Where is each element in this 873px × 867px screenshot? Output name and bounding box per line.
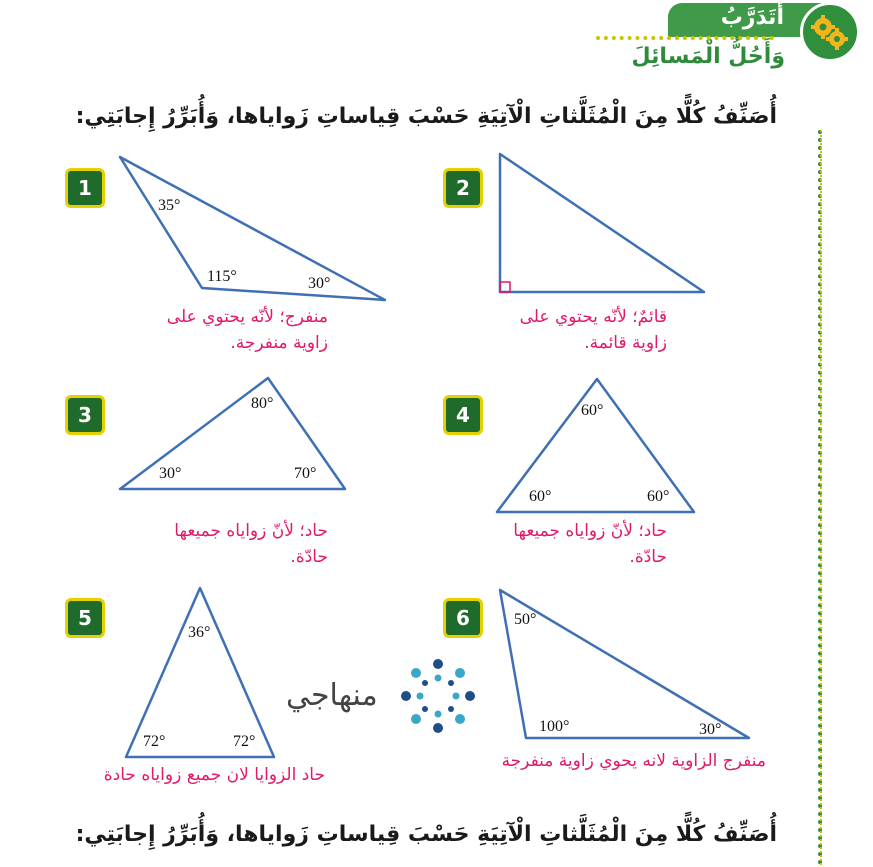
instruction-text: أُصَنِّفُ كُلًّا مِنَ الْمُثَلَّثاتِ الْآتِيَةِ حَسْبَ قِياساتِ زَواياها، وَأُبَرِّرُ إِجابَتِي: — [75, 104, 777, 129]
angle-label: 60° — [581, 402, 604, 419]
angle-label: 60° — [529, 488, 552, 505]
angle-label: 35° — [158, 197, 181, 214]
section-title: أَتَدَرَّبُ — [720, 5, 784, 30]
triangle-5 — [126, 588, 274, 757]
angle-label: 72° — [233, 733, 256, 750]
triangle-1 — [120, 157, 385, 300]
triangle-6 — [500, 590, 749, 738]
answer-3: حاد؛ لأنّ زواياه جميعها حادّة. — [174, 521, 328, 567]
manhaji-logo-icon — [398, 656, 478, 736]
problem-number-3: 3 — [65, 395, 105, 435]
watermark-text: منهاجي — [286, 678, 378, 713]
angle-label: 36° — [188, 624, 211, 641]
problem-number-1: 1 — [65, 168, 105, 208]
problem-number-5: 5 — [65, 598, 105, 638]
angle-label: 70° — [294, 465, 317, 482]
angle-label: 115° — [207, 268, 237, 285]
angle-label: 100° — [539, 718, 570, 735]
angle-label: 72° — [143, 733, 166, 750]
answer-4: حاد؛ لأنّ زواياه جميعها حادّة. — [513, 521, 667, 567]
angle-label: 80° — [251, 395, 274, 412]
angle-label: 30° — [159, 465, 182, 482]
right-angle-mark — [500, 282, 510, 292]
section-subtitle: وَأَحُلُّ الْمَسائِلَ — [631, 44, 785, 69]
problem-number-6: 6 — [443, 598, 483, 638]
angle-label: 30° — [308, 275, 331, 292]
answer-6: منفرج الزاوية لانه يحوي زاوية منفرجة — [501, 751, 766, 771]
angle-label: 60° — [647, 488, 670, 505]
triangle-2 — [500, 154, 704, 292]
problem-number-2: 2 — [443, 168, 483, 208]
instruction-text-repeat: أُصَنِّفُ كُلًّا مِنَ الْمُثَلَّثاتِ الْآتِيَةِ حَسْبَ قِياساتِ زَواياها، وَأُبَرِّرُ إِجابَتِي: — [75, 822, 777, 847]
answer-1: منفرج؛ لأنّه يحتوي على زاوية منفرجة. — [166, 307, 328, 353]
problem-number-4: 4 — [443, 395, 483, 435]
angle-label: 30° — [699, 721, 722, 738]
answer-5: حاد الزوايا لان جميع زواياه حادة — [103, 765, 325, 785]
answer-2: قائمٌ؛ لأنّه يحتوي على زاوية قائمة. — [519, 307, 667, 353]
angle-label: 50° — [514, 611, 537, 628]
